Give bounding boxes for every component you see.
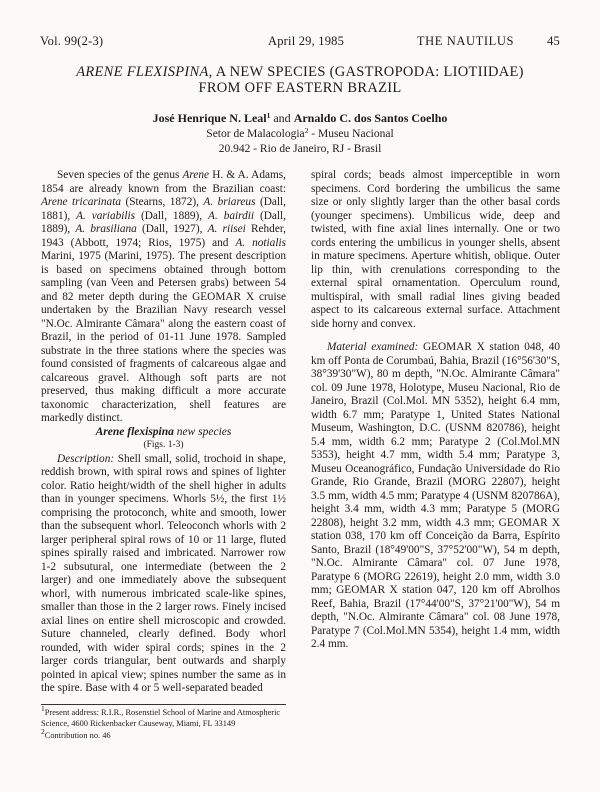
left-column bbox=[41, 169, 286, 696]
intro-text: (Dall, 1889), bbox=[41, 209, 286, 235]
species-name: Arene tricarinata bbox=[41, 196, 121, 208]
species-heading-status: new species bbox=[173, 425, 232, 438]
description-continued: spiral cords; beads almost imperceptible in worn specimens. Cord bordering the umbilicus the same size or only slightly larger than the other basal cords (younger specimens). Umbilicus wide, deep and twisted, with fine axial lines internally. One or two cords entering the umbilicus in younger shells, absent in mature specimens. Aperture whitish, oblique. Outer lip thin, with crenulations corresponding to the external spiral ornamentation. Operculum round, multispiral, with small radial lines giving beaded aspect to its calcareous external surface. Attachment side horny and convex. bbox=[311, 169, 560, 330]
material-paragraph bbox=[311, 341, 560, 652]
footnote-2-mark: 2 bbox=[41, 727, 45, 736]
intro-text: Marini, 1975 (Marini, 1975). The present description is based on specimens obtained through bottom sampling (van Veen and Petersen grabs) between 54 and 82 meter depth during the GEOMAR X cruise undertaken by the Brazilian Navy research vessel "N.Oc. Almirante Câmara" along the eastern coast of Brazil, in the period of 01-11 June 1978. Sampled substrate in the three stations where the species was found consisted of fragments of calcareous algae and calcareous gravel. Although soft parts are not preserved, thus making difficult a more accurate taxonomic characterization, shell features are markedly distinct. bbox=[41, 250, 286, 424]
affiliation-institution: - Museu Nacional bbox=[308, 128, 394, 140]
description-paragraph bbox=[41, 453, 286, 696]
footnote-2 bbox=[41, 727, 286, 742]
intro-text: H. & A. Adams, 1854 are already known from the Brazilian coast: bbox=[41, 169, 286, 195]
description-label: Description: bbox=[57, 452, 115, 465]
affiliation-footnote-mark: 2 bbox=[304, 126, 309, 135]
title-species-name: ARENE FLEXISPINA bbox=[76, 64, 209, 80]
footnote-1-mark: 1 bbox=[41, 704, 45, 713]
right-column bbox=[311, 169, 560, 652]
footnote-1-text: Present address: R.I.R., Rosenstiel School of Marine and Atmospheric Science, 4600 Rickenbacker Causeway, Miami, FL 33149 bbox=[41, 708, 281, 728]
species-name: A. briareus bbox=[203, 196, 256, 208]
volume-issue: Vol. 99(2-3) bbox=[40, 34, 104, 48]
material-label: Material examined: bbox=[327, 341, 419, 353]
footnotes bbox=[41, 704, 286, 742]
author-1-footnote-mark: 1 bbox=[266, 111, 271, 120]
title-text: , A NEW SPECIES (GASTROPODA: LIOTIIDAE) bbox=[208, 64, 524, 80]
author-line bbox=[40, 111, 560, 126]
author-2: Arnaldo C. dos Santos Coelho bbox=[293, 111, 448, 125]
affiliation-dept: Setor de Malacologia bbox=[206, 128, 305, 140]
species-name: A. notialis bbox=[235, 236, 286, 249]
figure-reference: (Figs. 1-3) bbox=[143, 440, 184, 450]
description-text: Shell small, solid, trochoid in shape, reddish brown, with spiral rows and spines of lighter color. Ratio height/width of the shell higher in adults than in younger specimens. Whorls 5½, the first 1½ comprising the protoconch, white and smooth, lower than the subsequent whorl. Teleoconch whorls with 2 larger peripheral spiral rows of 10 or 11 large, fluted spines spirally raised and imbricated. Narrower row 1-2 subsutural, one intermediate (between the 2 larger) and one immediately above the subsequent whorl, with numerous imbricated scale-like spines, smaller than those in the 2 larger rows. Finely incised axial lines on entire shell microscopic and crowded. Suture channeled, clearly defined. Body whorl rounded, with wider spiral cords; spines in the 2 larger cords triangular, bent outwards and sharply pointed in apical view; spines number the same as in the spire. Base with 4 or 5 well-separated beaded bbox=[41, 452, 286, 694]
intro-text: Seven species of the genus bbox=[57, 169, 183, 181]
intro-text: (Dall, 1927), bbox=[136, 223, 208, 235]
affiliation-address: 20.942 - Rio de Janeiro, RJ - Brasil bbox=[218, 142, 382, 155]
footnote-2-text: Contribution no. 46 bbox=[44, 731, 111, 740]
article-title bbox=[40, 64, 560, 96]
intro-text: (Dall, 1881), bbox=[41, 196, 286, 222]
page-number: 45 bbox=[547, 34, 560, 48]
affiliation bbox=[40, 127, 560, 156]
genus-name: Arene bbox=[182, 169, 210, 181]
footnote-1 bbox=[41, 704, 286, 729]
journal-name-text: THE NAUTILUS bbox=[416, 34, 514, 48]
species-name: A. variabilis bbox=[76, 209, 136, 222]
journal-name bbox=[417, 34, 540, 49]
author-conjunction: and bbox=[270, 111, 294, 125]
species-heading-name: Arene flexispina bbox=[95, 425, 174, 438]
species-name: A. riisei bbox=[207, 223, 246, 235]
material-text: GEOMAR X station 048, 40 km off Ponta de Corumbaú, Bahia, Brazil (16°56'30"S, 38°39'30"W), 80 m depth, "N.Oc. Almirante Câmara" col. 09 June 1978, Holotype, Museu Nacional, Rio de Janeiro, Brazil (Col.Mol. MN 5352), height 6.4 mm, width 6.7 mm; Paratype 1, United States National Museum, Washington, D.C. (USNM 820786), height 5.4 mm, width 6.2 mm; Paratype 2 (Col.Mol.MN 5353), height 4.7 mm, width 5.4 mm; Paratype 3, Museu Oceanográfico, Fundação Universidade do Rio Grande, Rio Grande, Brazil (MORG 22807), height 3.5 mm, width 4.5 mm; Paratype 4 (USNM 820786A), height 3.4 mm, width 4.3 mm; Paratype 5 (MORG 22808), height 3.2 mm, width 4.3 mm; GEOMAR X station 038, 170 km off Conceição da Barra, Espírito Santo, Brazil (18°49'00"S, 37°52'00"W), 54 m depth, "N.Oc. Almirante Câmara" col. 07 June 1978, Paratype 6 (MORG 22619), height 2.0 mm, width 3.0 mm; GEOMAR X station 047, 120 km off Abrolhos Reef, Bahia, Brazil (17°44'00"S, 37°21'00"W), 54 m depth, "N.Oc. Almirante Câmara" col. 08 June 1978, Paratype 7 (Col.Mol.MN 5354), height 1.4 mm, width 2.4 mm. bbox=[311, 341, 560, 650]
intro-text: Rehder, 1943 (Abbott, 1974; Rios, 1975) and bbox=[41, 223, 286, 249]
intro-paragraph bbox=[41, 169, 286, 426]
title-line-2: FROM OFF EASTERN BRAZIL bbox=[198, 80, 402, 96]
publication-date: April 29, 1985 bbox=[268, 34, 345, 48]
running-head bbox=[40, 34, 560, 50]
species-heading bbox=[41, 426, 286, 440]
species-name: A. brasiliana bbox=[75, 223, 137, 235]
intro-text: (Dall, 1889), bbox=[135, 209, 209, 222]
species-name: A. bairdii bbox=[208, 209, 255, 222]
author-1: José Henrique N. Leal bbox=[152, 111, 267, 125]
intro-text: (Stearns, 1872), bbox=[120, 196, 204, 208]
